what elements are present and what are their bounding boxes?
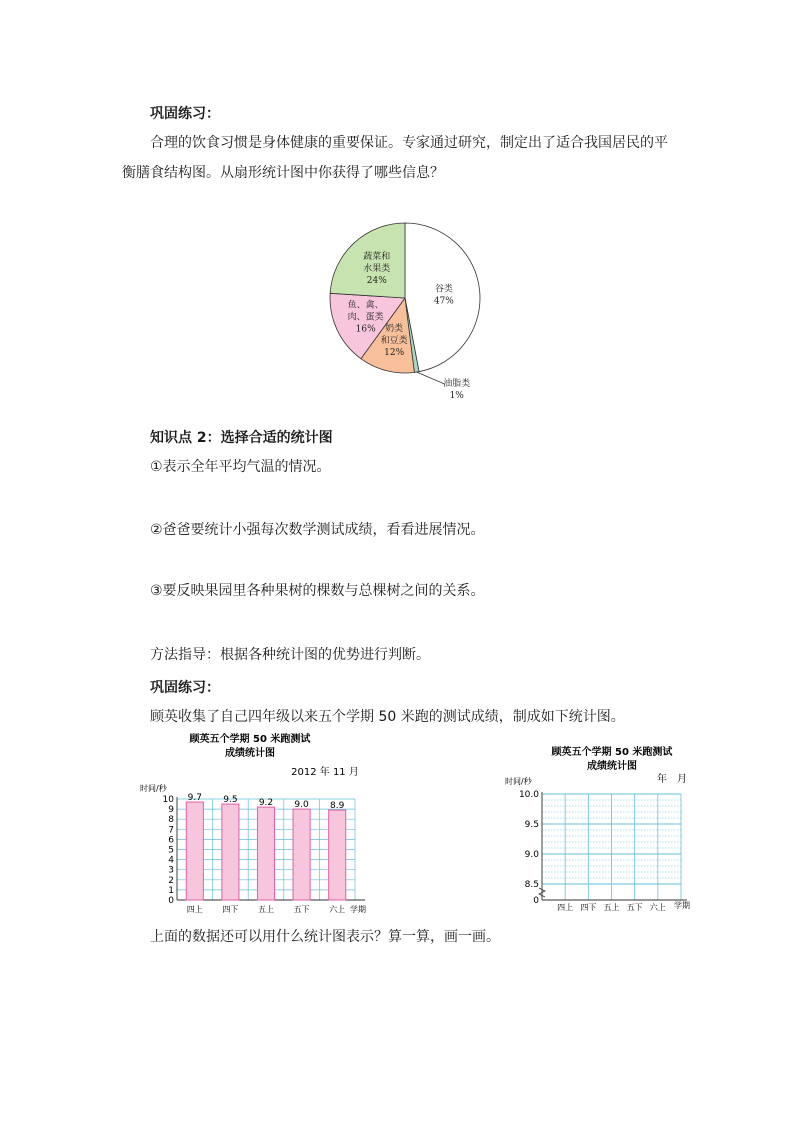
- line-category-2: 五上: [603, 903, 620, 912]
- bar-y-tick-4: 4: [168, 855, 174, 866]
- diet-pie-chart: [300, 210, 520, 402]
- practice-heading-2: 巩固练习：: [150, 680, 220, 696]
- bar-y-tick-3: 3: [168, 865, 174, 876]
- line-category-1: 四下: [580, 903, 597, 912]
- item-2: ②爸爸要统计小强每次数学测试成绩，看看进展情况。: [150, 522, 485, 538]
- pie-label-dairy-0: 奶类: [385, 324, 404, 335]
- bar-4: [329, 810, 346, 900]
- bar-y-tick-8: 8: [168, 815, 174, 826]
- pie-label-oil-0: 油脂类: [443, 379, 471, 390]
- knowledge-point-2-heading: 知识点 2：选择合适的统计图: [150, 430, 333, 446]
- practice-text: 顾英收集了自己四年级以来五个学期 50 米跑的测试成绩，制成如下统计图。: [150, 709, 625, 725]
- bar-category-4: 六上: [329, 905, 346, 914]
- bar-category-2: 五上: [258, 905, 274, 914]
- bar-value-label-3: 9.0: [294, 800, 309, 811]
- bar-0: [186, 802, 203, 900]
- pie-label-veg-2: 24%: [366, 275, 387, 286]
- item-3: ③要反映果园里各种果树的棵数与总棵树之间的关系。: [150, 583, 485, 599]
- bar-3: [293, 809, 310, 900]
- line-y-tick-4: 10.0: [518, 790, 539, 800]
- bar-y-tick-2: 2: [168, 875, 174, 886]
- line-category-4: 六上: [649, 903, 666, 912]
- diet-paragraph-line2: 衡膳食结构图。从扇形统计图中你获得了哪些信息？: [122, 165, 444, 181]
- bar-category-3: 五下: [293, 905, 310, 914]
- pie-label-dairy-2: 12%: [384, 348, 405, 359]
- item-1: ①表示全年平均气温的情况。: [150, 459, 331, 475]
- bar-y-tick-7: 7: [168, 825, 174, 836]
- line-category-0: 四上: [557, 903, 574, 912]
- line-grid: [539, 792, 687, 900]
- pie-label-meat-0: 鱼、禽、: [347, 300, 384, 311]
- oil-leader-line: [417, 372, 445, 384]
- pie-label-veg-1: 水果类: [363, 263, 391, 274]
- line-x-axis-label: 学期: [674, 901, 690, 910]
- pie-label-meat-1: 肉、蛋类: [347, 312, 384, 323]
- bar-1: [222, 804, 239, 900]
- pie-label-grain-1: 47%: [433, 296, 454, 307]
- line-y-tick-1: 8.5: [524, 880, 539, 890]
- line-y-tick-3: 9.5: [524, 820, 539, 830]
- line-chart-title-1: 顾英五个学期 50 米跑测试: [551, 747, 673, 758]
- bar-y-tick-5: 5: [168, 845, 174, 856]
- line-y-axis-label: 时间/秒: [505, 777, 532, 786]
- final-question: 上面的数据还可以用什么统计图表示？算一算，画一画。: [150, 929, 500, 945]
- method-guidance: 方法指导：根据各种统计图的优势进行判断。: [150, 647, 430, 663]
- practice-heading-1: 巩固练习：: [150, 106, 220, 122]
- bar-chart: [140, 730, 380, 920]
- bar-y-axis-label: 时间/秒: [140, 784, 167, 793]
- bar-y-tick-1: 1: [168, 885, 174, 896]
- line-y-tick-2: 9.0: [524, 850, 539, 860]
- pie-label-dairy-1: 和豆类: [380, 336, 408, 347]
- line-ticks: [519, 790, 666, 912]
- line-chart-grid: [500, 738, 700, 918]
- bar-chart-title-2: 成绩统计图: [225, 748, 275, 759]
- pie-label-veg-0: 蔬菜和: [363, 251, 391, 262]
- bar-chart-title-1: 顾英五个学期 50 米跑测试: [189, 734, 311, 745]
- line-chart-title-2: 成绩统计图: [587, 761, 637, 772]
- bar-y-tick-6: 6: [168, 835, 174, 846]
- bar-chart-date: 2012 年 11 月: [291, 767, 359, 778]
- bar-y-tick-0: 0: [168, 896, 174, 906]
- bar-category-1: 四下: [222, 905, 239, 914]
- bar-value-label-0: 9.7: [187, 793, 202, 804]
- bar-value-label-4: 8.9: [330, 801, 345, 812]
- bar-y-tick-9: 9: [168, 805, 174, 816]
- line-y-tick-0: 0: [533, 896, 539, 906]
- pie-label-grain-0: 谷类: [434, 284, 453, 295]
- axis-break-mark: [539, 888, 545, 897]
- diet-paragraph-line1: 合理的饮食习惯是身体健康的重要保证。专家通过研究，制定出了适合我国居民的平: [150, 135, 668, 151]
- line-category-3: 五下: [626, 903, 643, 912]
- bar-x-axis-label: 学期: [350, 905, 366, 914]
- bar-y-tick-10: 10: [162, 795, 174, 805]
- pie-slices: [330, 223, 480, 373]
- bar-value-label-1: 9.5: [223, 795, 238, 806]
- bar-category-0: 四上: [186, 905, 203, 914]
- pie-label-meat-2: 16%: [355, 324, 376, 335]
- bar-value-label-2: 9.2: [258, 798, 274, 809]
- bar-2: [257, 807, 274, 900]
- pie-label-oil-1: 1%: [449, 391, 464, 402]
- line-chart-date: 年 月: [657, 774, 687, 785]
